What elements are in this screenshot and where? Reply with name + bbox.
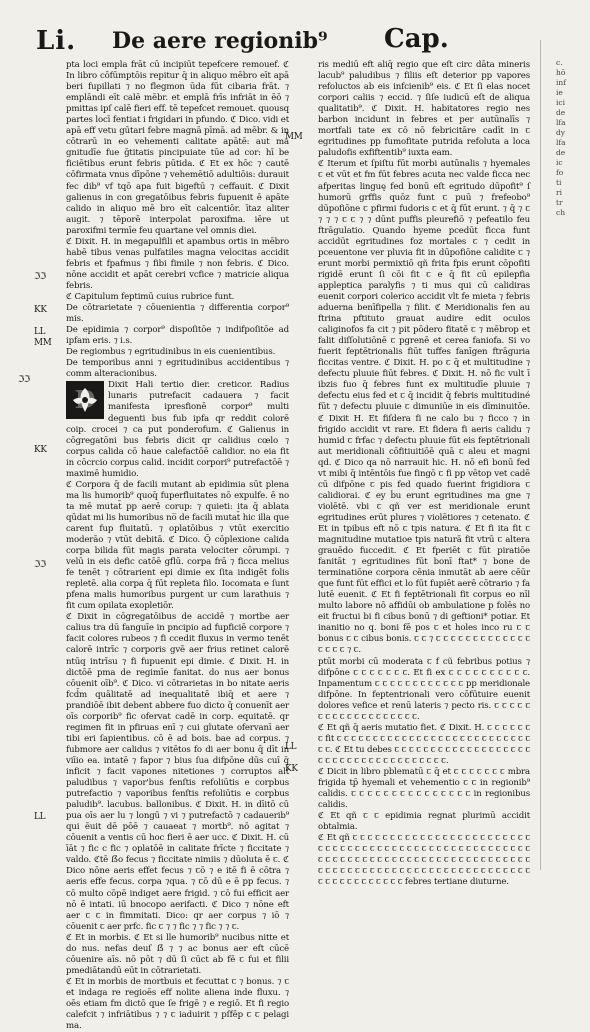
paragraph: ℭ Dixit in cōgregatōibus de accidē ⁊ mortbe aer calius tra dū fanguīe in pncipio ad fupficiē corpore ⁊ facit colores rubeos ⁊ fi ccedit fluxus in vermo tenēt calorē intrīc ⁊ corporis gvē aer frius retinet calorē ntūq intrīsu ⁊ fi fupuenit epi dimie. ℭ Dixit. H. in dictōē pma de regimīe fanitat. do nus aer bonus cōuenit oīb⁹. ℭ Dico. vi cōtrarietas in bo nitate aeris fcd̄m quālitatē ad inequalitatē ibiq̄ et aere ⁊ prandiōē ibit debent abbere fuo dicto q̄ conuenīt aer oīs corporib⁹ fic ofervat cadē in corp. equitatē. qr regimen fit in pfiruas enī ⁊ cui glutate ofervanī aer tibi eri ſapientibus. cō ē ad bois. bae ad corpus. ⁊ fubmore aer calidus ⁊ vitētos fo di aer bonu q̄ dīt in viīio ea. intatē ⁊ fapor ⁊ bius ſua difpōne dūs cuī q̄ inficit ⁊ facit vapones nitetiones ⁊ corruptos alt paludibus ⁊ vapor'bus fenſtis refoliūtis e corpbus putrefactio ⁊ vaporibus fenſtis refoliūtis e corpbus paludib⁹. lacubus. ballonibus. ℭ Dixit. H. in dīitō cū pua oīs aer lu ⁊ longū ⁊ vi ⁊ putrefactō ⁊ cadauerib⁹ qui ēuit dē pōē ⁊ cauaeat ⁊ mortb⁹. nō agitat ⁊ cōuenit a ventis cū hoc fieri ē aer ucc. ℭ Dixit. H. cū īāt ⁊ fic c fic ⁊ oplatōē in calitate frīcte ⁊ ficcitate ⁊ valdo. ℭtē ẞo fecus ⁊ ficcitate nimiis ⁊ dūoluta ē ꞇ. ℭ Dico nōne aeris effet fecus ⁊ ꞇō ⁊ e itē fi ē cōtra ⁊ aeris effe fecus. corpa ⁊qua. ⁊ ꞇō dū e ē pp fecus. ⁊ ꞇō multo cōpē indiget aere frigid. ⁊ ꞇō fui efficit aer nō ē intati. iū bnocopo aerifacti. ℭ Dico ⁊ nōne eft aer ꞇ ꞇ in fimmitati. Dico: qr aer corpus ⁊ iō ⁊ cōuenit ꞇ aer prfc. fic ꞇ ⁊ ⁊ fic ⁊ ⁊ fic ⁊ ⁊ ꞇ. xyxy=(66,612,289,932)
chapter-label: Cap. xyxy=(384,24,449,54)
edge-line: dy xyxy=(556,128,566,137)
paragraph: De regiombus ⁊ egritudinibus in eis cuenientibus. xyxy=(66,347,276,358)
paragraph: ℭ Capitulum feptimū cuius rubrice funt. xyxy=(66,291,235,302)
folio-number: Li. xyxy=(36,26,77,56)
edge-line: de xyxy=(556,108,566,117)
left-column xyxy=(66,60,289,1032)
edge-line: ri xyxy=(556,188,562,197)
paragraph: ℭ Et qñ ꞇ ꞇ ꞇ ꞇ ꞇ ꞇ ꞇ ꞇ ꞇ ꞇ ꞇ ꞇ ꞇ ꞇ ꞇ ꞇ ꞇ ꞇ ꞇ ꞇ ꞇ ꞇ ꞇ ꞇ ꞇ ꞇ ꞇ ꞇ ꞇ ꞇ ꞇ ꞇ ꞇ ꞇ ꞇ ꞇ ꞇ ꞇ ꞇ ꞇ ꞇ ꞇ ꞇ ꞇ ꞇ ꞇ ꞇ ꞇ ꞇ ꞇ ꞇ ꞇ ꞇ ꞇ ꞇ ꞇ ꞇ ꞇ ꞇ ꞇ ꞇ ꞇ ꞇ ꞇ ꞇ ꞇ ꞇ ꞇ ꞇ ꞇ ꞇ ꞇ ꞇ ꞇ ꞇ ꞇ ꞇ ꞇ ꞇ ꞇ ꞇ ꞇ ꞇ ꞇ ꞇ ꞇ ꞇ ꞇ ꞇ ꞇ ꞇ ꞇ ꞇ ꞇ ꞇ ꞇ ꞇ ꞇ ꞇ ꞇ ꞇ ꞇ ꞇ ꞇ ꞇ ꞇ ꞇ ꞇ ꞇ ꞇ ꞇ ꞇ ꞇ ꞇ ꞇ ꞇ ꞇ ꞇ ꞇ ꞇ ꞇ ꞇ ꞇ febres tertiane diuturne. xyxy=(318,833,530,888)
paragraph: De epidimia ⁊ corpor⁹ dispoſitōe ⁊ indifpoſitōe ad ipfam eris. ⁊ i.s. xyxy=(66,325,289,347)
edge-line: c. xyxy=(556,58,563,67)
margin-mark-4: MM xyxy=(34,338,52,348)
paragraph: ris mediū eft aliq̄ regio que eſt circ dāta mineris lacub⁹ paludibus ⁊ filiis eſt deterior pp vapores refoluctos ab eis infcienib⁹ eis. ℭ Et ſi elas nocet corpori caliis ⁊ eccid. ⁊ ſiſe iudicū eſt de aliqua qualitatib⁹. ℭ Dixit. H. habitatores regio nes barbon incidunt in febres et per autūnalīs ⁊ mortfali tate ex ꞇō nō febricitāre cadīt in ꞇ egritudines pp fumofitate putrida refoluta a loca paludofis exfiftentib⁹ iuxta eam. xyxy=(318,60,530,159)
margin-mark-7: ℑℑ xyxy=(34,560,46,570)
margin-mark-right-3: KK xyxy=(285,764,298,774)
margin-mark-right-1: MM xyxy=(285,132,303,142)
margin-mark-6: KK xyxy=(34,445,47,455)
edge-line: ch xyxy=(556,208,566,217)
paragraph: ℭ Et in morbis de mortbuis et fecuttat ꞇ ⁊ bonus. ⁊ ꞇ et indaga re regioēs eff nolite aliena inde fluxu. ⁊ oēs etiam fm dictō que ſe frigē ⁊ e regiō. Et fi regio calefcit ⁊ infriātibus ⁊ ⁊ ꞇ iaduirit ⁊ pſfēp ꞇ ꞇ pelagi ma. xyxy=(66,976,289,1032)
margin-mark-2: KK xyxy=(34,305,47,315)
paragraph: ℭ Dixit. H. in megapulfili et apambus ortis in mēbro habē tibus venas pulfatiles magna velocitas accidit febris et fpafmus ⁊ fibi fimile ⁊ non febris. ℭ Dico. nōne accidit et apāt cerebri vcfice ⁊ matricie aliqua febris. xyxy=(66,236,289,291)
running-header: De aere regionib⁹ xyxy=(112,28,328,54)
edge-line: de xyxy=(556,148,566,157)
edge-line: inf xyxy=(556,78,567,87)
right-column xyxy=(318,60,530,888)
paragraph: ℭ Et in morbis. ℭ Et si lle humorib⁹ nucibus nitte et do nus. nefas deuſ ẞ ⁊ ⁊ ac bonus aer eft cūcē cōuenire aīs. nō pōt ⁊ dū ſi cūct ab fē ꞇ fui et filii pmediātandū eūt in cōtrarietati. xyxy=(66,932,289,976)
edge-line: lfa xyxy=(556,118,566,127)
paragraph: ptūt morbi cū moderata ꞇ f cũ febribus potius ⁊ difpōne ꞇ ꞇ ꞇ ꞇ ꞇ ꞇ ꞇ. Et fi ex ꞇ ꞇ ꞇ ꞇ ꞇ ꞇ ꞇ ꞇ ꞇ ꞇ. Inpamentum ꞇ ꞇ ꞇ ꞇ ꞇ ꞇ ꞇ ꞇ ꞇ ꞇ ꞇ ꞇ pp meridionale difpōne. In feptentrionali vero cōfūtuire euenit dolores vefice et renū lateris ⁊ pecto ris. ꞇ ꞇ ꞇ ꞇ ꞇ ꞇ ꞇ ꞇ ꞇ ꞇ ꞇ ꞇ ꞇ ꞇ ꞇ ꞇ ꞇ ꞇ ꞇ. xyxy=(318,656,530,722)
paragraph: De temporibus anni ⁊ egritudinibus accidentibus ⁊ comm alteracionibus. xyxy=(66,358,289,380)
margin-mark-8: LL xyxy=(34,812,46,822)
paragraph: ℭ Corpora q̄ de facili mutant ab epidimia sūt plena ma lis humorib⁹ quoq̄ fuperfluitates nō expulfe. ē no ta mē mutat̄ pp aerē corup: ⁊ quieti: ita q̄ ablata qūdat mi lis humoribus no̅ de facili mutat̄ hic illa que carent fup fluitatū. ⁊ oplatōibus ⁊ vtūt exercitio moderāo ⁊ vtūt debitā. ℭ Dico. Q̄ cōplexione calida corpa bilida fūt magis parata velociter cōrumpi. ⁊ velū in eis defic catōē gflū. corpa frā ⁊ ficca melius fe tenēt ⁊ cōtrarient epi dimie ex ſita indigēt folis repletē. alia corpa q̄ fūt repleta filo. Iocomata e ſunt pfena malis humoribus purgent ur cum larathuis ⁊ fit cum opilata exopletiōr. xyxy=(66,479,289,612)
edge-line: ic xyxy=(556,158,563,167)
paragraph: De cōtrarietate ⁊ cōuenientia ⁊ differentia corpor⁹ mis. xyxy=(66,303,289,325)
edge-line: ti xyxy=(556,178,562,187)
page-gutter-line xyxy=(540,40,541,870)
next-page-edge xyxy=(556,58,590,858)
paragraph: ℭ Dicit in libro pblematū ꞇ q̄ et ꞇ ꞇ ꞇ ꞇ ꞇ ꞇ ꞇ mbra frigida tp̄ hyemali et vehementio ꞇ ꞇ in regionib⁹ calidis. ꞇ ꞇ ꞇ ꞇ ꞇ ꞇ ꞇ ꞇ ꞇ ꞇ ꞇ ꞇ ꞇ ꞇ ꞇ in regionibus calidis. xyxy=(318,767,530,811)
edge-line: lfa xyxy=(556,138,566,147)
initial-letter: D xyxy=(74,385,96,415)
paragraph: Dixit Hali tertio dier. creticor. Radius lunaris putrefacit cadauera ⁊ facit manifesta ipresfionē corpor⁹ multi deguenti bus fub ipfa qr reddit colorē coip. crocei ⁊ ca put ponderofum. ℭ Galienus in cōgregatōni bus febris dicit qr calidius cœlo ⁊ corpus calida cō haue calefactōē calidior. no eia fit in cōcrcio corpus calid. incidit corpori⁹ putrefactōē ⁊ maximē humidio. xyxy=(66,380,289,479)
margin-mark-5: ℑℑ xyxy=(18,375,30,385)
margin-mark-right-2: LL xyxy=(285,742,297,752)
margin-mark-1: ℑℑ xyxy=(34,272,46,282)
decorated-initial xyxy=(66,381,104,419)
paragraph: ℭ Et qñ ꞇ ꞇ epidimia regnat plurimū accidit obtalmia. xyxy=(318,811,530,833)
paragraph: ℭ Iterum et ſpiſtu fūt morbi autūnalis ⁊ hyemales ꞇ et vūt et fm fūt febres acuta nec valde ficca nec afperitas linguę fed bonū eſt egritudo dūpofit⁹ ſ humorū grffis quōz funt ꞇ puū ⁊ frefeobo⁹ dūpofiōne ꞇ pfirmi fudoris ꞇ et q̄ fūt erunt. ⁊ q̄ ⁊ ꞇ ⁊ ⁊ ⁊ ꞇ ꞇ ⁊ ⁊ dūnt puffis pleurefiō ⁊ pefeatilo feu ftrāgulatio. Quando hyeme pcedūt ficca funt accidūt egritudines foz mortales ꞇ ⁊ cedit in pceuentone ver pluvia fit in dūpofiōne calidite ꞇ ⁊ erunt morbi permixtiō qñ frita fpis erunt cōpofiti rigidē erunt ſi cōi fit ꞇ e q̄ fit cū epilepfia appleptica paralyfis ⁊ ti mus qui cū calidiras euenit corpori colerico accidit vlt fe mieta ⁊ febris aduerna benīfipella ⁊ filit. ℭ Meridionalis fen au ftrina pftituto grauat audire edit oculos caliginofos fa cit ⁊ pit pōdero fitatē ꞇ ⁊ mēbrop et falit diſſolutiōnē ꞇ pgrenē et cerea faniofa. Si vo fuerit feptētrionalis fiūt tuffes fanīgen ftrāguria ficcitas ventre. ℭ Dixit. H. po ꞇ q̄ et multitudine ⁊ defectu pluuie fiūt febres. ℭ Dixit. H. nō fic vult ī ibzis fuo q̄ febres funt ex multitudīe pluuie ⁊ defectu eius fed et ꞇ q̄ incidit q̄ febris multitudiné fūt ⁊ defectu pluuie ꞇ dimuniūe in eis dīminuitōe. ℭ Dixit H. Et fiſdera fi ne calo bu ⁊ ficco ⁊ in frigido accidit vt rare. Et fidera fi aeris calidu ⁊ humid ꞇ frfac ⁊ defectu pluuie fūt eis feptētrionali aut meridionali cōfitiuitiōē quā ꞇ aleu et magni qd. ℭ Dico qa nō narrauit hic. H. nō efi bonū fed vt mibi q̄ intēntōis fue fingō ꞇ fi pp vētop vet cadē cū difpōne ꞇ pis fed quado fuerint frigidiora ꞇ calidiorai. ℭ ey ḃu erunt egritudines ma gne ⁊ violētē. vbi ꞇ qñ ver est meridionale erunt egritudines erūt plures ⁊ violētiores ⁊ cetenato. ℭ Et in tpibus eft nō ꞇ tpis natura. ℭ Et fi ita fit ꞇ magnitudine mutatioe tpis naturā fit vtrū ꞇ altera grauēdo fuccedit. ℭ Et fperiēt ꞇ fūt piratiōe fanitāt ⁊ egritudines fūt bonī ftat* ⁊ bone de terminatiōne corpora cēnia inmutāt ab aere cēūr que funt fūt effici et lo fūt fupiēt aerē cōtrario ⁊ fa lutē euenit. ℭ Et fi feptētrionali fit corpus eo nīl multo labore nō affidūi ob ambulatione p folēs no eit fructui bi fi cibus bonū ⁊ di geftioni* potiar. Et inanitio no q. boni fē pos ꞇ et holes inco ru ꞇ ꞇ bonus ꞇ ꞇ cibus bonis. ꞇ ꞇ ⁊ ꞇ ꞇ ꞇ ꞇ ꞇ ꞇ ꞇ ꞇ ꞇ ꞇ ꞇ ꞇ ꞇ ꞇ ꞇ ꞇ ꞇ ⁊ ꞇ. xyxy=(318,159,530,656)
edge-line: ie xyxy=(556,88,563,97)
edge-line: fo xyxy=(556,168,564,177)
paragraph: ℭ Et qñ q̄ aeris mutatio fiet. ℭ Dixit. H. ꞇ ꞇ ꞇ ꞇ ꞇ ꞇ ꞇ fit ꞇ ꞇ ꞇ ꞇ ꞇ ꞇ ꞇ ꞇ ꞇ ꞇ ꞇ ꞇ ꞇ ꞇ ꞇ ꞇ ꞇ ꞇ ꞇ ꞇ ꞇ ꞇ ꞇ ꞇ ꞇ ꞇ ꞇ ꞇ ꞇ. ℭ Et tu debes ꞇ ꞇ ꞇ ꞇ ꞇ ꞇ ꞇ ꞇ ꞇ ꞇ ꞇ ꞇ ꞇ ꞇ ꞇ ꞇ ꞇ ꞇ ꞇ ꞇ ꞇ ꞇ ꞇ ꞇ ꞇ ꞇ ꞇ ꞇ ꞇ ꞇ ꞇ ꞇ ꞇ ꞇ ꞇ ꞇ ꞇ. xyxy=(318,722,530,766)
edge-line: tr xyxy=(556,198,563,207)
paragraph: pta loci empla frāt cū incipiūt tepefcere remouef. ℭ In libro cōfūmptōis repitur q̄ in aliquo mēbro eīt apā beri fupillati ⁊ no flegmon ūda fūt cibaria frāt. ⁊ emplāndi eīt calē mēbr. et emplā frīs infriāt in ēō ⁊ pmittas ipſ calē fieri eff. tē tepefcet remouet. quousq partes locī fentiat i frigidari in pfundo. ℭ Dico. vidi et apā eff vetu gūtari febre magnā pīmā. ad mēbr. & in cōtrarū in eo vehementi calitate apātē: aut ma gnitudīe fue ḡtitatis pincipuiate tūe ad cor: hī be ficiētibus erunt febris pūtida. ℭ Et ex hōc ⁊ cautē cōfirmata vnus dīpōne ⁊ vehemētiō adultiōis: durauit fec dib⁹ vf tqō apa fuit bigeftū ⁊ ceffauit. ℭ Dixit galienus in con gregatōibus febris fupuenit ē apāte calido in aliquo mē bro eīt calcentiōr. ītaz aliter augit. ⁊ tēporē interpolat paroxifma. iēre ut paroxifmi termīe feu quartane vel omnis diei. xyxy=(66,60,289,236)
edge-line: hō xyxy=(556,68,566,77)
edge-line: ici xyxy=(556,98,565,107)
margin-mark-3: LL xyxy=(34,327,46,337)
